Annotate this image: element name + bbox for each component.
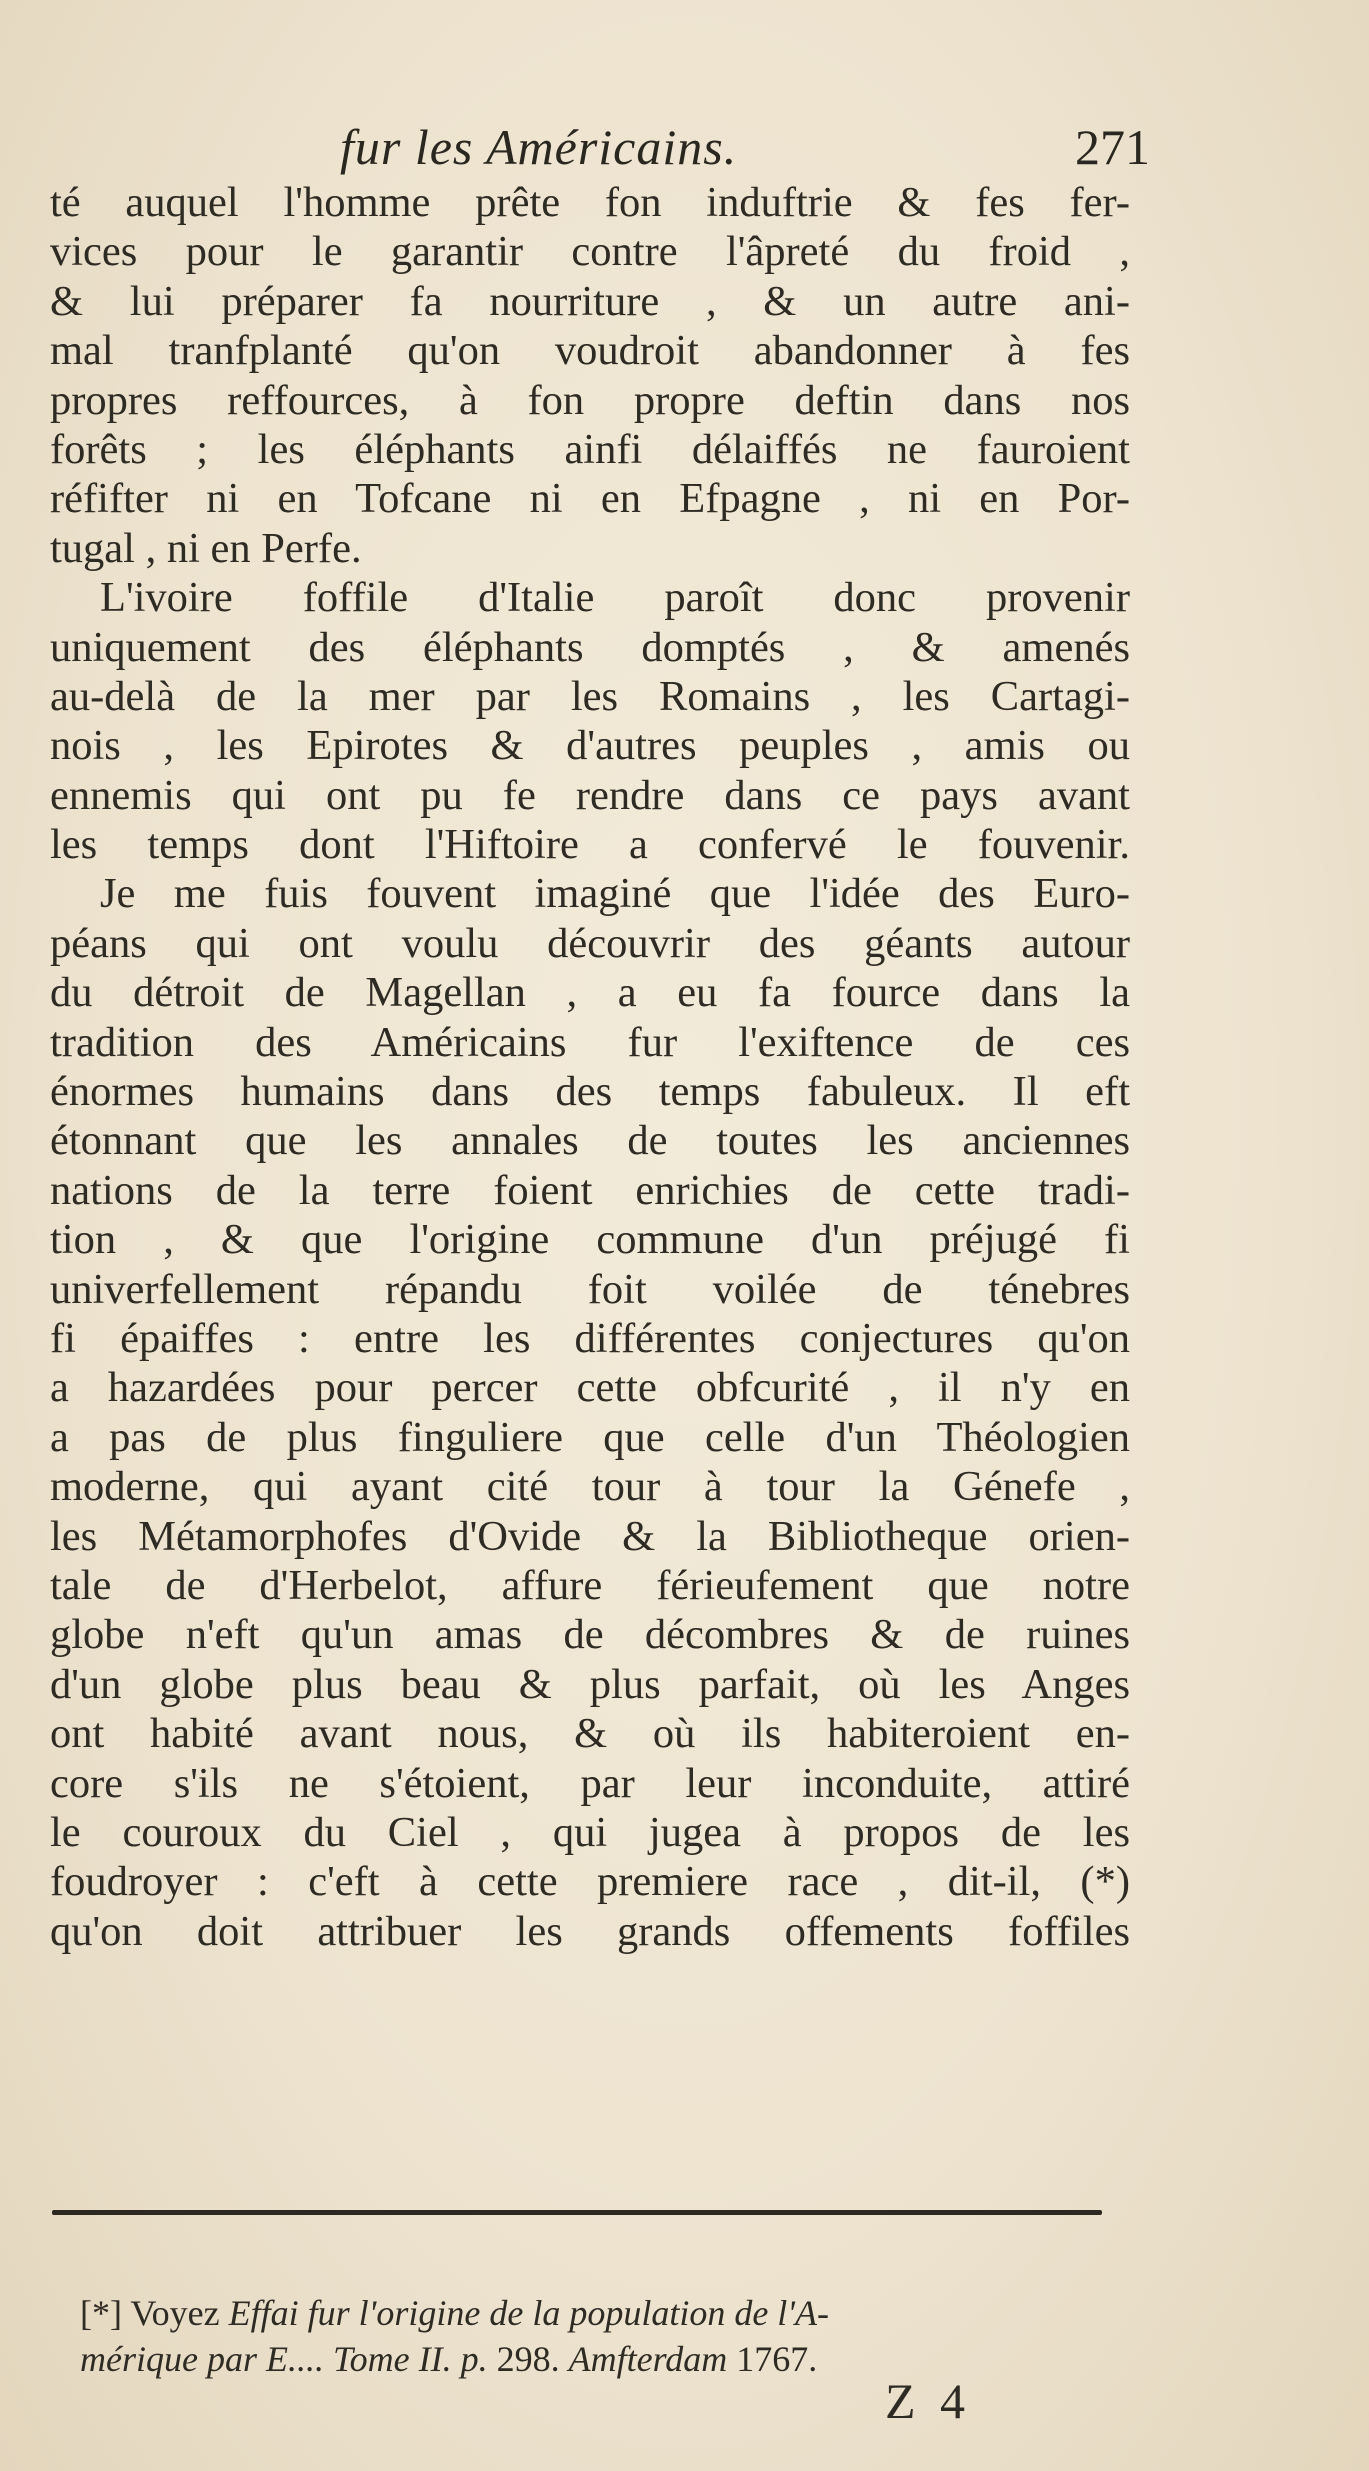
- footnote-city: Amfterdam: [568, 2339, 728, 2379]
- text-line: a pas de plus finguliere que celle d'un Théologien: [50, 1413, 1130, 1461]
- text-line: énormes humains dans des temps fabuleux. Il eft: [50, 1068, 1130, 1116]
- text-line: a hazardées pour percer cette obfcurité , il n'y en: [50, 1364, 1130, 1412]
- footnote: [80, 2290, 1130, 2382]
- text-line: étonnant que les annales de toutes les anciennes: [50, 1117, 1130, 1165]
- body-text: [50, 178, 1130, 1956]
- footnote-marker: [*] Voyez: [80, 2293, 220, 2333]
- footnote-rule: [52, 2210, 1102, 2215]
- text-line: moderne, qui ayant cité tour à tour la Génefe ,: [50, 1463, 1130, 1511]
- text-line: les Métamorphofes d'Ovide & la Bibliotheque orien-: [50, 1512, 1130, 1560]
- text-line: qu'on doit attribuer les grands offements foffiles: [50, 1907, 1130, 1955]
- footnote-line-2: [80, 2336, 1130, 2382]
- page-number: 271: [1075, 119, 1150, 175]
- running-title: fur les Américains.: [340, 119, 738, 175]
- text-line: univerfellement répandu foit voilée de ténebres: [50, 1265, 1130, 1313]
- paragraph-start: Je me fuis fouvent imaginé que l'idée des Euro-: [100, 870, 1130, 918]
- text-line: fi épaiffes : entre les différentes conjectures qu'on: [50, 1314, 1130, 1362]
- text-line: mal tranfplanté qu'on voudroit abandonner à fes: [50, 327, 1130, 375]
- text-line: les temps dont l'Hiftoire a confervé le fouvenir.: [50, 821, 1130, 869]
- text-line: propres reffources, à fon propre deftin dans nos: [50, 376, 1130, 424]
- text-line: tion , & que l'origine commune d'un préjugé fi: [50, 1216, 1130, 1264]
- text-line: du détroit de Magellan , a eu fa fource dans la: [50, 969, 1130, 1017]
- text-line: tale de d'Herbelot, affure férieufement que notre: [50, 1561, 1130, 1609]
- text-line: tugal , ni en Perfe.: [50, 524, 362, 572]
- text-line: nois , les Epirotes & d'autres peuples , amis ou: [50, 722, 1130, 770]
- text-line: réfifter ni en Tofcane ni en Efpagne , ni en Por-: [50, 475, 1130, 523]
- footnote-page: 298.: [496, 2339, 560, 2379]
- text-line: ont habité avant nous, & où ils habiteroient en-: [50, 1710, 1130, 1758]
- text-line: ennemis qui ont pu fe rendre dans ce pays avant: [50, 771, 1130, 819]
- footnote-title: Effai fur l'origine de la population de l'A-: [228, 2293, 829, 2333]
- paragraph-start: L'ivoire foffile d'Italie paroît donc provenir: [100, 574, 1130, 622]
- text-line: té auquel l'homme prête fon induftrie & fes fer-: [50, 179, 1130, 226]
- footnote-title-cont: mérique par E.... Tome II. p.: [80, 2339, 488, 2379]
- text-line: tradition des Américains fur l'exiftence de ces: [50, 1018, 1130, 1066]
- text-line: foudroyer : c'eft à cette premiere race , dit-il, (*): [50, 1858, 1130, 1906]
- text-line: au-delà de la mer par les Romains , les Cartagi-: [50, 672, 1130, 720]
- text-line: le couroux du Ciel , qui jugea à propos de les: [50, 1808, 1130, 1856]
- text-line: péans qui ont voulu découvrir des géants autour: [50, 919, 1130, 967]
- footnote-year: 1767.: [736, 2339, 818, 2379]
- text-line: forêts ; les éléphants ainfi délaiffés ne fauroient: [50, 425, 1130, 473]
- text-line: & lui préparer fa nourriture , & un autre ani-: [50, 277, 1130, 325]
- text-line: core s'ils ne s'étoient, par leur inconduite, attiré: [50, 1759, 1130, 1807]
- text-line: d'un globe plus beau & plus parfait, où les Anges: [50, 1660, 1130, 1708]
- footnote-line-1: [80, 2290, 1130, 2336]
- signature-mark: Z 4: [885, 2373, 972, 2429]
- text-line: vices pour le garantir contre l'âpreté du froid ,: [50, 228, 1130, 276]
- text-line: uniquement des éléphants domptés , & amenés: [50, 623, 1130, 671]
- text-line: globe n'eft qu'un amas de décombres & de ruines: [50, 1611, 1130, 1659]
- text-line: nations de la terre foient enrichies de cette tradi-: [50, 1166, 1130, 1214]
